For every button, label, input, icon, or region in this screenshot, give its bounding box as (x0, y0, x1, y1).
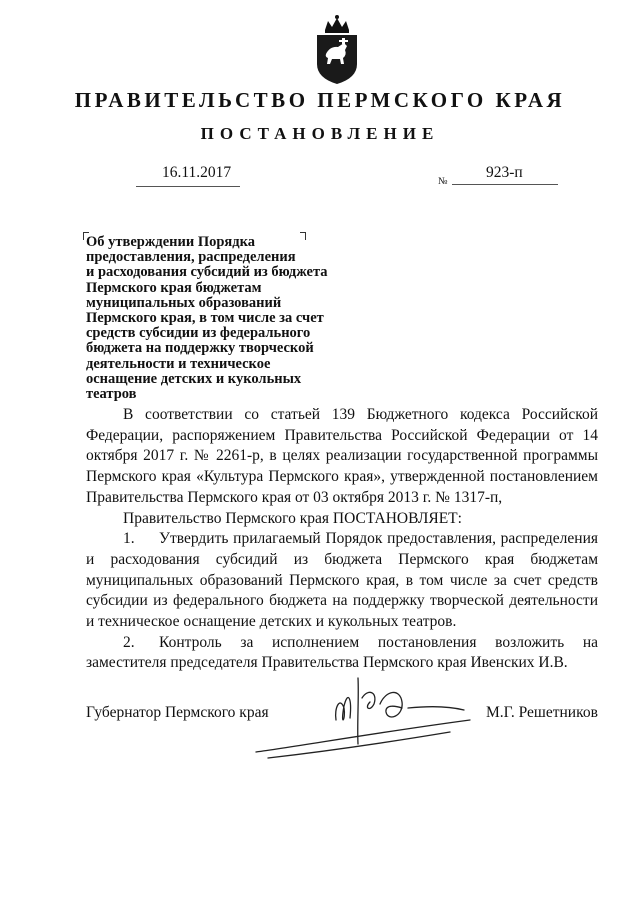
subject-line: Об утверждении Порядка (86, 234, 255, 250)
document-subject (86, 235, 386, 402)
subject-line: и расходования субсидий из бюджета (86, 264, 328, 281)
item-2-text: Контроль за исполнением постановления возложить на заместителя председателя Правительства Пермского края Ивенских И.В. (86, 633, 598, 672)
handwritten-signature (240, 668, 480, 768)
signatory-name: М.Г. Решетников (486, 704, 598, 721)
coat-of-arms-icon (314, 14, 360, 86)
number-label: № (438, 176, 448, 187)
item-2-number: 2. (123, 633, 135, 651)
subject-line: бюджета на поддержку творческой (86, 340, 314, 357)
government-title: ПРАВИТЕЛЬСТВО ПЕРМСКОГО КРАЯ (74, 88, 566, 112)
subject-line: средств субсидии из федерального (86, 325, 311, 342)
subject-line: Пермского края бюджетам (86, 279, 262, 296)
item-1-text: Утвердить прилагаемый Порядок предоставления, распределения и расходования субсидий из бюджета Пермского края бюджетам муниципальных образований Пермского края, в том числе за счет средств субсидии из федерального бюджета на поддержку творческой деятельности и техническое оснащение детских и кукольных театров. (86, 530, 598, 631)
intro-paragraph: В соответствии со статьей 139 Бюджетного кодекса Российской Федерации, распоряжением Правительства Российской Федерации от 14 октября 2017 г. № 2261-р, в целях реализации государственной программы Пермского края «Культура Пермского края», утвержденной постановлением Правительства Пермского края от 03 октября 2013 г. № 1317-п, (86, 406, 598, 506)
subject-line: муниципальных образований (86, 294, 282, 311)
resolve-paragraph: Правительство Пермского края ПОСТАНОВЛЯЕТ: (123, 509, 462, 527)
document-date: 16.11.2017 (162, 164, 232, 181)
document-type: ПОСТАНОВЛЕНИЕ (200, 124, 440, 143)
signatory-position: Губернатор Пермского края (86, 704, 269, 721)
item-1 (86, 529, 598, 633)
subject-line: деятельности и техническое (86, 355, 271, 372)
date-underline (136, 186, 240, 187)
subject-line: предоставления, распределения (86, 249, 296, 266)
document-body (86, 405, 598, 674)
document-number: 923-п (486, 164, 523, 181)
item-1-number: 1. (123, 530, 135, 548)
subject-line: Пермского края, в том числе за счет (86, 310, 324, 327)
subject-line: театров (86, 386, 137, 403)
number-underline (452, 184, 558, 185)
subject-line: оснащение детских и кукольных (86, 370, 302, 387)
